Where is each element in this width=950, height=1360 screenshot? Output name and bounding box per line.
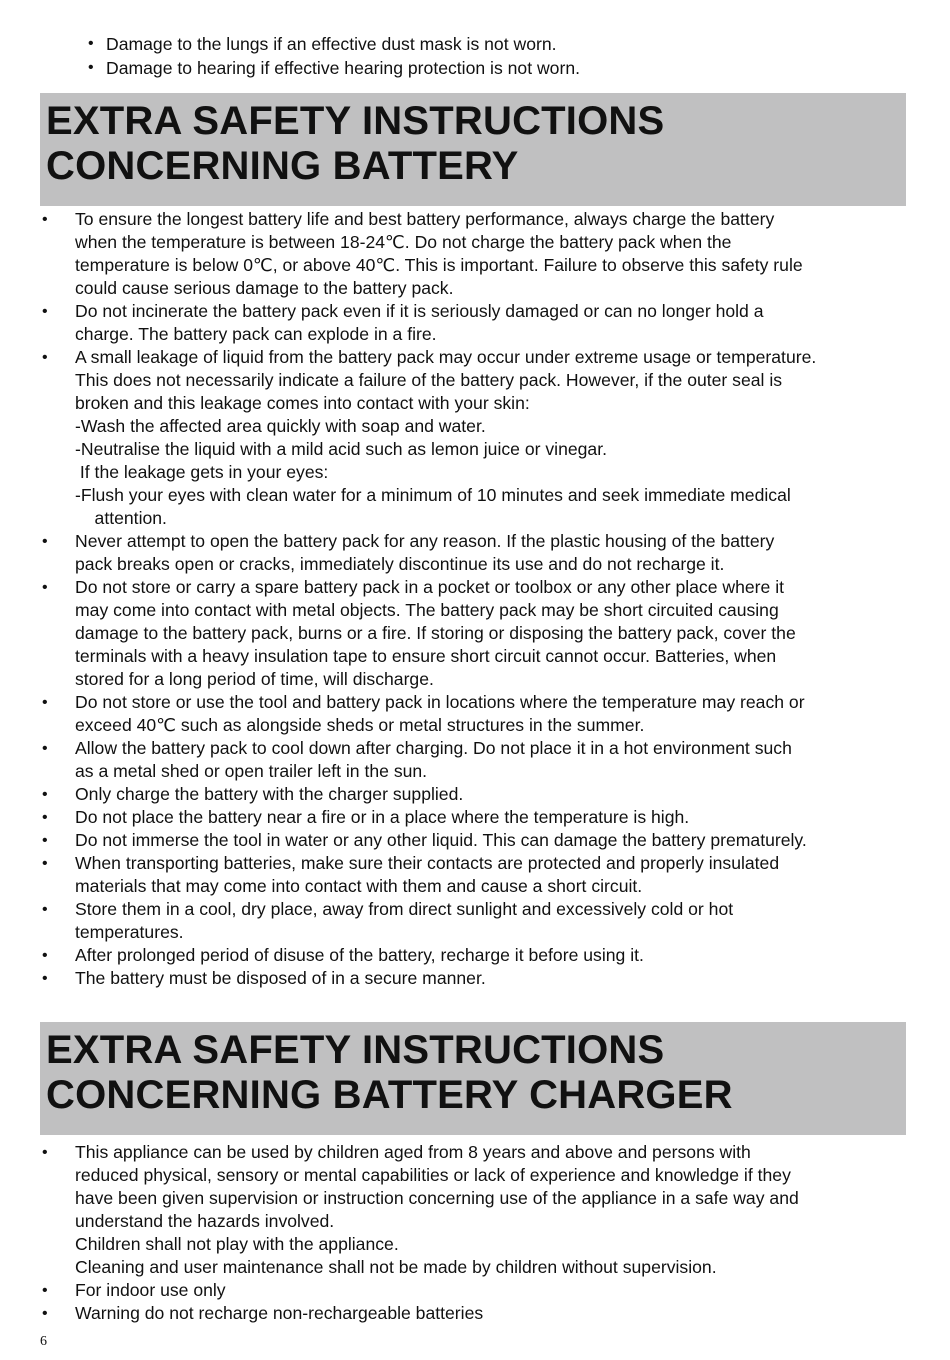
page-number: 6 xyxy=(40,1334,47,1349)
bullet-text-line: If the leakage gets in your eyes: xyxy=(75,462,329,482)
bullet-text-line: stored for a long period of time, will discharge. xyxy=(75,669,434,689)
bullet-text-line: • Never attempt to open the battery pack for any reason. If the plastic housing of the battery xyxy=(75,531,775,551)
bullet-text-line: • Do not place the battery near a fire or in a place where the temperature is high. xyxy=(75,807,690,827)
section-title xyxy=(46,99,906,189)
bullet-text-line: terminals with a heavy insulation tape to ensure short circuit cannot occur. Batteries, when xyxy=(75,646,777,666)
bullet-text-line: temperature is below 0℃, or above 40℃. This is important. Failure to observe this safety rule xyxy=(75,255,803,275)
safety-bullet-item xyxy=(40,967,920,990)
bullet-text-line: pack breaks open or cracks, immediately discontinue its use and do not recharge it. xyxy=(75,554,725,574)
section-title-line: CONCERNING BATTERY CHARGER xyxy=(46,1073,733,1117)
bullet-text-line: • The battery must be disposed of in a secure manner. xyxy=(75,968,486,988)
safety-bullet-item xyxy=(40,806,920,829)
bullet-text-line: • For indoor use only xyxy=(75,1280,226,1300)
safety-bullet-item xyxy=(40,576,920,691)
section-title-line: EXTRA SAFETY INSTRUCTIONS xyxy=(46,99,665,143)
battery-safety-list xyxy=(40,208,920,990)
bullet-text-line: • Only charge the battery with the charger supplied. xyxy=(75,784,464,804)
intro-bullet-item: • Damage to hearing if effective hearing protection is not worn. xyxy=(86,56,580,80)
bullet-text-line: may come into contact with metal objects. The battery pack may be short circuited causing xyxy=(75,600,779,620)
safety-bullet-item xyxy=(40,530,920,576)
bullet-text-line: materials that may come into contact with them and cause a short circuit. xyxy=(75,876,643,896)
section-heading-battery xyxy=(40,93,906,206)
safety-bullet-item xyxy=(40,208,920,300)
bullet-text-line: could cause serious damage to the battery pack. xyxy=(75,278,454,298)
bullet-text-line: reduced physical, sensory or mental capabilities or lack of experience and knowledge if they xyxy=(75,1165,791,1185)
safety-bullet-item xyxy=(40,691,920,737)
bullet-text-line: • A small leakage of liquid from the battery pack may occur under extreme usage or temperature. xyxy=(75,347,817,367)
safety-bullet-item xyxy=(40,852,920,898)
bullet-text-line: • Do not store or carry a spare battery pack in a pocket or toolbox or any other place where it xyxy=(75,577,784,597)
bullet-text-line: • Store them in a cool, dry place, away from direct sunlight and excessively cold or hot xyxy=(75,899,734,919)
bullet-text-line: • To ensure the longest battery life and best battery performance, always charge the battery xyxy=(75,209,775,229)
bullet-text-line: -Wash the affected area quickly with soap and water. xyxy=(75,416,486,436)
bullet-text-line: This does not necessarily indicate a failure of the battery pack. However, if the outer seal is xyxy=(75,370,783,390)
safety-bullet-item xyxy=(40,300,920,346)
safety-bullet-item xyxy=(40,944,920,967)
safety-bullet-item xyxy=(40,898,920,944)
bullet-text-line: when the temperature is between 18-24℃. Do not charge the battery pack when the xyxy=(75,232,732,252)
safety-bullet-item xyxy=(40,1279,920,1302)
bullet-text-line: temperatures. xyxy=(75,922,184,942)
bullet-text-line: exceed 40℃ such as alongside sheds or metal structures in the summer. xyxy=(75,715,645,735)
charger-safety-list xyxy=(40,1141,920,1325)
bullet-text-line: • Do not immerse the tool in water or any other liquid. This can damage the battery prematurely. xyxy=(75,830,807,850)
bullet-text-line: charge. The battery pack can explode in a fire. xyxy=(75,324,437,344)
bullet-text-line: have been given supervision or instruction concerning use of the appliance in a safe way and xyxy=(75,1188,799,1208)
bullet-text-line: • This appliance can be used by children aged from 8 years and above and persons with xyxy=(75,1142,751,1162)
safety-bullet-item xyxy=(40,1141,920,1279)
bullet-text-line: • Do not store or use the tool and battery pack in locations where the temperature may reach or xyxy=(75,692,805,712)
bullet-text-line: Cleaning and user maintenance shall not be made by children without supervision. xyxy=(75,1257,717,1277)
intro-bullet-list xyxy=(86,32,580,80)
section-title xyxy=(46,1028,906,1118)
safety-bullet-item xyxy=(40,346,920,530)
bullet-text-line: • Allow the battery pack to cool down after charging. Do not place it in a hot environment such xyxy=(75,738,792,758)
safety-bullet-item xyxy=(40,737,920,783)
bullet-text-line: broken and this leakage comes into contact with your skin: xyxy=(75,393,530,413)
bullet-text-line: • Warning do not recharge non-rechargeable batteries xyxy=(75,1303,484,1323)
bullet-text-line: • After prolonged period of disuse of the battery, recharge it before using it. xyxy=(75,945,644,965)
bullet-text-line: • Do not incinerate the battery pack even if it is seriously damaged or can no longer hold a xyxy=(75,301,764,321)
bullet-text-line: Children shall not play with the appliance. xyxy=(75,1234,399,1254)
section-title-line: CONCERNING BATTERY xyxy=(46,144,519,188)
bullet-text-line: damage to the battery pack, burns or a fire. If storing or disposing the battery pack, cover the xyxy=(75,623,796,643)
section-heading-battery-charger xyxy=(40,1022,906,1135)
intro-bullet-item: • Damage to the lungs if an effective dust mask is not worn. xyxy=(86,32,580,56)
section-title-line: EXTRA SAFETY INSTRUCTIONS xyxy=(46,1028,665,1072)
safety-bullet-item xyxy=(40,1302,920,1325)
bullet-text-line: as a metal shed or open trailer left in the sun. xyxy=(75,761,428,781)
bullet-text-line: -Neutralise the liquid with a mild acid such as lemon juice or vinegar. xyxy=(75,439,607,459)
safety-bullet-item xyxy=(40,783,920,806)
bullet-text-line: attention. xyxy=(75,508,167,528)
bullet-text-line: understand the hazards involved. xyxy=(75,1211,335,1231)
safety-bullet-item xyxy=(40,829,920,852)
bullet-text-line: -Flush your eyes with clean water for a minimum of 10 minutes and seek immediate medical xyxy=(75,485,791,505)
bullet-text-line: • When transporting batteries, make sure their contacts are protected and properly insulated xyxy=(75,853,780,873)
